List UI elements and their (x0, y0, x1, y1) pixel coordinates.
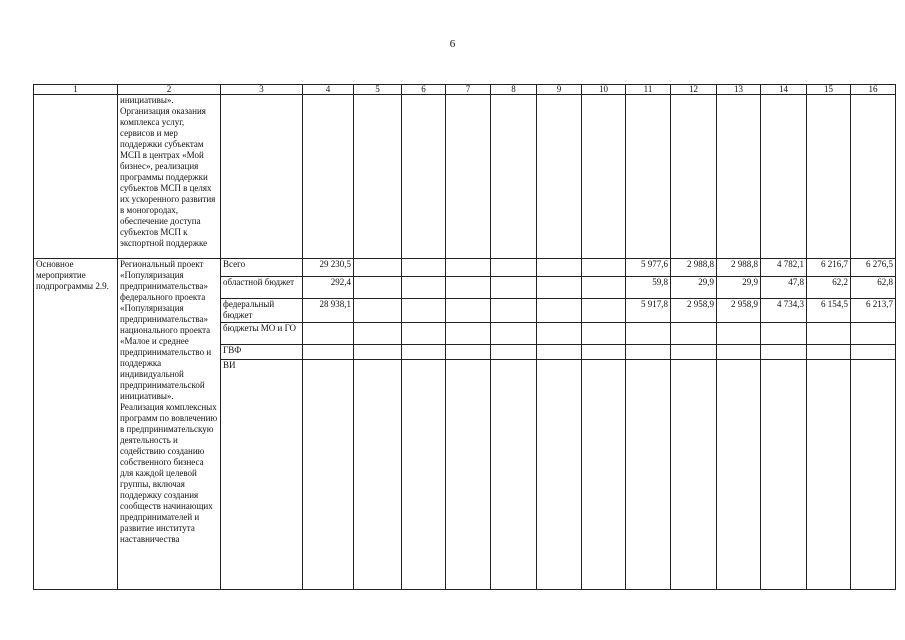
table-cell (402, 259, 446, 277)
table-cell (537, 299, 582, 323)
funding-source: областной бюджет (221, 277, 303, 299)
table-cell (626, 360, 671, 590)
table-cell (491, 259, 537, 277)
measure-name: Основное мероприятие подпрограммы 2.9. (34, 259, 118, 590)
table-cell (671, 323, 717, 345)
table-cell (807, 345, 851, 360)
table-cell (851, 360, 896, 590)
table-cell (354, 95, 402, 259)
year-value: 29,9 (671, 277, 717, 299)
table-cell (491, 360, 537, 590)
table-cell (582, 277, 626, 299)
year-value: 4 782,1 (761, 259, 807, 277)
table-cell (851, 345, 896, 360)
page-number: 6 (449, 38, 456, 50)
table-cell (446, 259, 491, 277)
column-header: 14 (761, 85, 807, 95)
table-cell (582, 323, 626, 345)
table-cell (626, 323, 671, 345)
table-cell (582, 360, 626, 590)
table-cell (717, 95, 761, 259)
table-row (34, 259, 896, 277)
year-value: 62,8 (851, 277, 896, 299)
column-header: 12 (671, 85, 717, 95)
total-value: 29 230,5 (303, 259, 354, 277)
funding-source: ВИ (221, 360, 303, 590)
table-cell (537, 323, 582, 345)
table-cell (537, 259, 582, 277)
table-cell (807, 360, 851, 590)
total-value: 28 938,1 (303, 299, 354, 323)
column-header: 6 (402, 85, 446, 95)
table-cell (537, 95, 582, 259)
table-cell (34, 95, 118, 259)
year-value: 5 977,6 (626, 259, 671, 277)
year-value: 2 988,8 (717, 259, 761, 277)
year-value: 29,9 (717, 277, 761, 299)
year-value: 2 958,9 (717, 299, 761, 323)
table-cell (402, 277, 446, 299)
funding-source: федеральный бюджет (221, 299, 303, 323)
table-cell (354, 277, 402, 299)
column-header: 15 (807, 85, 851, 95)
table-cell (402, 345, 446, 360)
table-cell (671, 360, 717, 590)
table-cell (717, 360, 761, 590)
funding-source: ГВФ (221, 345, 303, 360)
table-cell (446, 299, 491, 323)
column-header: 5 (354, 85, 402, 95)
column-header: 3 (221, 85, 303, 95)
table-cell (626, 345, 671, 360)
funding-source: Всего (221, 259, 303, 277)
column-header: 8 (491, 85, 537, 95)
table-cell (851, 95, 896, 259)
year-value: 62,2 (807, 277, 851, 299)
year-value: 47,8 (761, 277, 807, 299)
table-cell (446, 95, 491, 259)
table-cell (626, 95, 671, 259)
year-value: 2 988,8 (671, 259, 717, 277)
table-cell (446, 323, 491, 345)
measure-description: Региональный проект «Популяризация предпринимательства» федерального проекта «Популяризация предпринимательства» национального проекта «Малое и среднее предпринимательство и поддержка индивидуальной предпринимательской инициативы». Реализация комплексных программ по вовлечению в предпринимательскую деятельность и содействию созданию собственного бизнеса для каждой целевой группы, включая поддержку создания сообществ начинающих предпринимателей и развитие института наставничества (118, 259, 221, 590)
table-cell (582, 259, 626, 277)
year-value: 4 734,3 (761, 299, 807, 323)
table-cell (446, 345, 491, 360)
column-header: 16 (851, 85, 896, 95)
table-cell (354, 259, 402, 277)
column-header: 1 (34, 85, 118, 95)
funding-source: бюджеты МО и ГО (221, 323, 303, 345)
table-cell (582, 95, 626, 259)
column-number-row (34, 85, 896, 95)
table-cell (402, 360, 446, 590)
table-cell (537, 360, 582, 590)
table-cell (671, 345, 717, 360)
total-value (303, 323, 354, 345)
total-value (303, 345, 354, 360)
year-value: 59,8 (626, 277, 671, 299)
table-cell (761, 360, 807, 590)
year-value: 2 958,9 (671, 299, 717, 323)
table-cell (717, 345, 761, 360)
table-cell (354, 345, 402, 360)
table-cell (761, 95, 807, 259)
table-cell (491, 299, 537, 323)
year-value: 6 213,7 (851, 299, 896, 323)
column-header: 7 (446, 85, 491, 95)
total-value: 292,4 (303, 277, 354, 299)
carryover-row (34, 95, 896, 259)
column-header: 13 (717, 85, 761, 95)
table-cell (761, 345, 807, 360)
budget-table (33, 84, 896, 590)
table-cell (491, 277, 537, 299)
column-header: 11 (626, 85, 671, 95)
table-cell (402, 323, 446, 345)
table-cell (446, 277, 491, 299)
year-value: 6 216,7 (807, 259, 851, 277)
table-cell (761, 323, 807, 345)
column-header: 2 (118, 85, 221, 95)
table-cell (354, 299, 402, 323)
table-cell (354, 360, 402, 590)
table-cell (807, 95, 851, 259)
column-header: 4 (303, 85, 354, 95)
table-cell (582, 299, 626, 323)
table-cell (537, 277, 582, 299)
column-header: 10 (582, 85, 626, 95)
table-cell (402, 299, 446, 323)
table-cell (303, 95, 354, 259)
year-value: 6 276,5 (851, 259, 896, 277)
carryover-description: инициативы». Организация оказания комплекса услуг, сервисов и мер поддержки субъектам МСП в центрах «Мой бизнес», реализация программы поддержки субъектов МСП в целях их ускоренного развития в моногородах, обеспечение доступа субъектов МСП к экспортной поддержке (118, 95, 221, 259)
table-cell (582, 345, 626, 360)
table-cell (221, 95, 303, 259)
total-value (303, 360, 354, 590)
table-cell (402, 95, 446, 259)
table-cell (807, 323, 851, 345)
table-cell (491, 323, 537, 345)
year-value: 5 917,8 (626, 299, 671, 323)
table-cell (537, 345, 582, 360)
table-cell (354, 323, 402, 345)
table-cell (491, 95, 537, 259)
year-value: 6 154,5 (807, 299, 851, 323)
table-cell (851, 323, 896, 345)
table-cell (717, 323, 761, 345)
table-cell (446, 360, 491, 590)
table-cell (491, 345, 537, 360)
table-cell (671, 95, 717, 259)
column-header: 9 (537, 85, 582, 95)
